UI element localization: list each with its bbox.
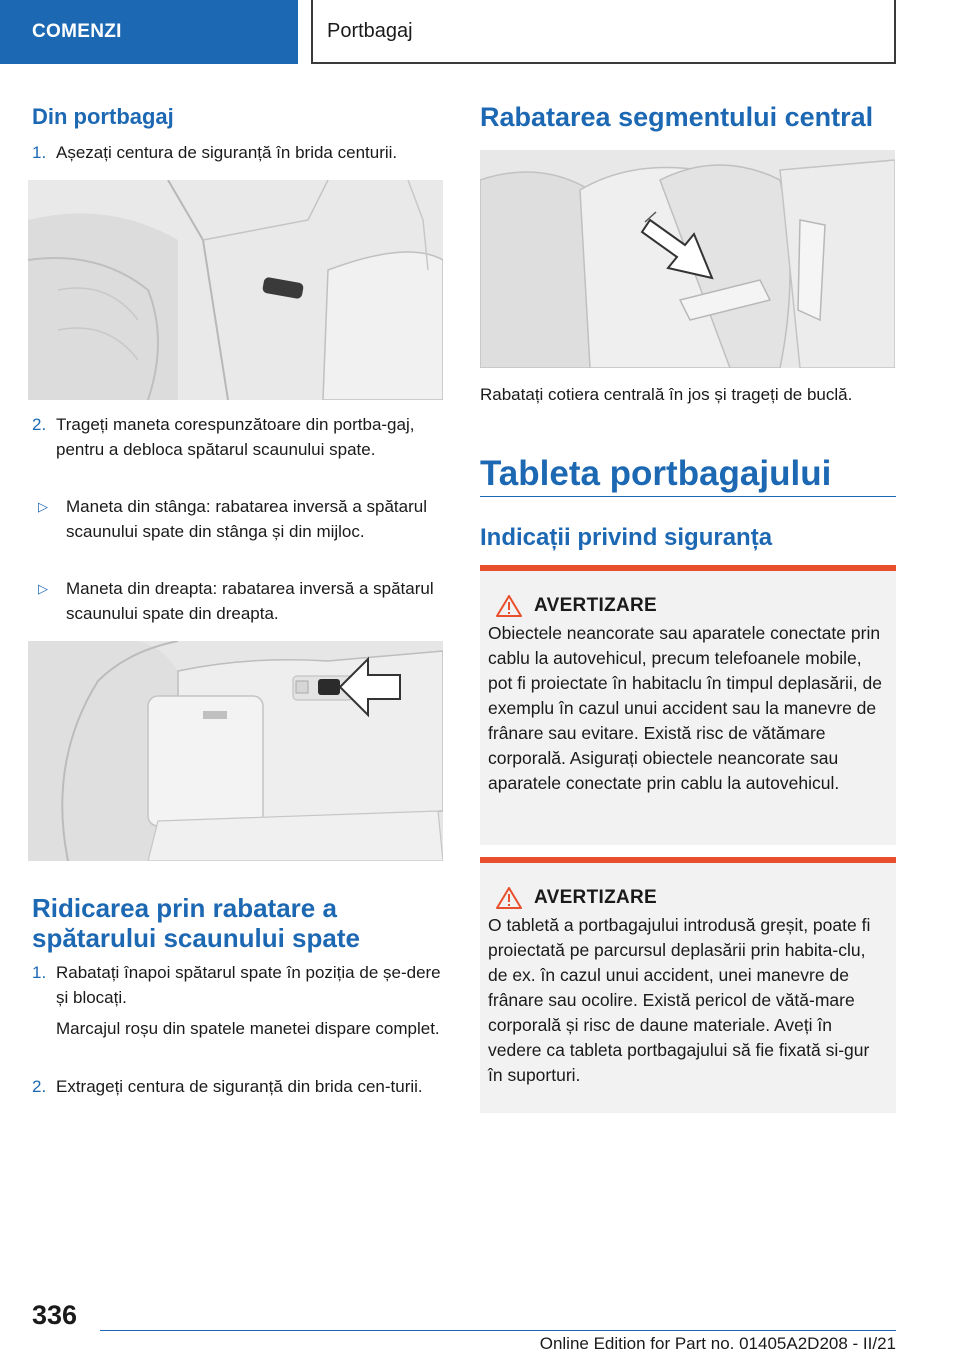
step-number: 1.: [32, 963, 47, 982]
heading-rabatarea: Rabatarea segmentului central: [480, 102, 874, 132]
warning-text: Obiectele neancorate sau aparatele conectate prin cablu la autovehicul, precum telefoanele mobile, pot fi proiectate în habitaclu în timpul deplasării, de exemplu în cazul unui accident sau la manevre de frânare sau evitare. Există risc de vătămare corporală. Asigurați obiectele neancorate sau aparatele conectate prin cablu la autovehicul.: [488, 623, 882, 793]
note-red-marking: Marcajul roșu din spatele manetei dispare complet.: [56, 1019, 440, 1038]
warning-label: AVERTIZARE: [534, 887, 657, 908]
step-2: [32, 412, 444, 462]
step-1-raise: [32, 960, 444, 1010]
step-1: [32, 140, 444, 165]
step-text: Extrageți centura de siguranță din brida cen-turii.: [56, 1077, 423, 1096]
section-tab: COMENZI: [0, 0, 298, 64]
footer-rule: [100, 1330, 896, 1331]
figure-trunk-release-lever: [28, 641, 443, 861]
heading-ridicarea: Ridicarea prin rabatare a spătarului scaunului spate: [32, 893, 360, 953]
triangle-bullet-icon: ▷: [38, 581, 48, 596]
warning-triangle-icon: [496, 595, 522, 617]
sub-item-text: Maneta din stânga: rabatarea inversă a spătarul scaunului spate din stânga și din mijloc.: [66, 497, 428, 541]
heading-din-portbagaj: Din portbagaj: [32, 104, 174, 129]
triangle-bullet-icon: ▷: [38, 499, 48, 514]
warning-box-1: [480, 565, 896, 845]
footer-edition: Online Edition for Part no. 01405A2D208 - II/21: [539, 1334, 896, 1353]
step-2-raise: [32, 1074, 444, 1099]
warning-text: O tabletă a portbagajului introdusă greșit, poate fi proiectată pe parcursul deplasării prin habita-clu, de ex. în cazul unui accident, unei manevre de frânare sau ocolire. Există pericol de vătă-mare corporală și risc de daune materiale. Aveți în vedere ca tableta portbagajului să fie fixată si-gur în suporturi.: [488, 915, 871, 1085]
warning-header: [496, 595, 888, 617]
heading-indicatii: Indicații privind siguranța: [480, 524, 773, 551]
sub-item-left-lever: [32, 494, 444, 544]
sub-item-text: Maneta din dreapta: rabatarea inversă a spătarul scaunului spate din dreapta.: [66, 579, 434, 623]
chapter-title: Portbagaj: [311, 0, 896, 64]
heading-rule: [480, 496, 896, 497]
step-number: 2.: [32, 1077, 47, 1096]
warning-header: [496, 887, 888, 909]
warning-box-2: [480, 857, 896, 1113]
step-number: 1.: [32, 143, 47, 162]
page-number: 336: [32, 1300, 78, 1330]
step-text: Așezați centura de siguranță în brida centurii.: [56, 143, 398, 162]
warning-triangle-icon: [496, 887, 522, 909]
heading-tableta: Tableta portbagajului: [480, 454, 832, 493]
step-text: Rabatați înapoi spătarul spate în poziția de șe-dere și blocați.: [56, 963, 441, 1007]
step-text: Trageți maneta corespunzătoare din portba-gaj, pentru a debloca spătarul scaunului spate.: [56, 415, 415, 459]
figure-center-armrest: [480, 150, 895, 368]
step-number: 2.: [32, 415, 47, 434]
warning-label: AVERTIZARE: [534, 595, 657, 616]
figure-seat-release-handle: [28, 180, 443, 400]
sub-item-right-lever: [32, 576, 444, 626]
figure-caption: Rabatați cotiera centrală în jos și trageți de buclă.: [480, 385, 853, 404]
